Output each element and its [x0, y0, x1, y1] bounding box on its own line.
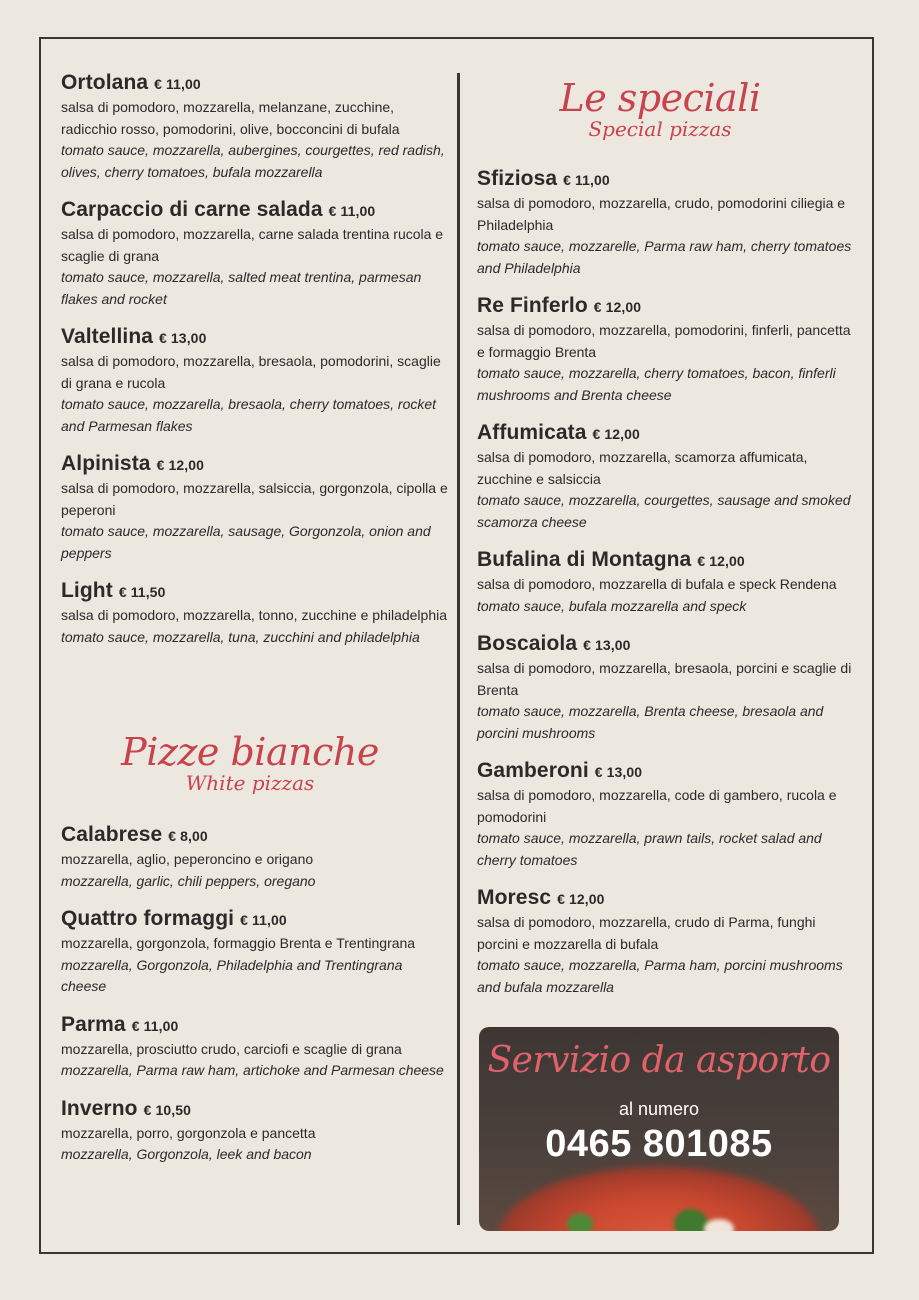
item-price: € 12,00	[557, 891, 605, 907]
item-ingredients-en: tomato sauce, mozzarella, sausage, Gorgonzola, onion and peppers	[61, 523, 431, 561]
menu-left-column	[61, 70, 451, 662]
menu-item	[61, 822, 451, 892]
bianche-column	[61, 822, 451, 1180]
menu-item	[477, 166, 857, 279]
menu-item	[61, 1012, 451, 1082]
item-price: € 11,00	[154, 76, 201, 92]
item-ingredients-it: mozzarella, aglio, peperoncino e origano	[61, 851, 314, 867]
item-ingredients-it: salsa di pomodoro, mozzarella, code di gambero, rucola e pomodorini	[477, 787, 837, 825]
basil-leaf	[567, 1213, 593, 1231]
item-ingredients-it: mozzarella, prosciutto crudo, carciofi e scaglie di grana	[61, 1040, 402, 1057]
bianche-subtitle: White pizzas	[185, 771, 315, 795]
speciali-title: Le speciali	[559, 76, 761, 120]
item-price: € 11,00	[328, 203, 376, 219]
item-ingredients-en: tomato sauce, mozzarella, Brenta cheese, bresaola and porcini mushrooms	[477, 703, 824, 741]
item-name: Moresc	[477, 886, 552, 909]
takeaway-title: Servizio da asporto	[487, 1040, 831, 1081]
column-divider	[457, 73, 460, 1225]
item-ingredients-it: salsa di pomodoro, mozzarella, crudo di Parma, funghi porcini e mozzarella di bufala	[477, 914, 816, 952]
menu-item	[61, 324, 451, 437]
item-name: Affumicata	[477, 421, 587, 444]
item-price: € 13,00	[583, 637, 631, 653]
menu-item	[477, 885, 857, 998]
item-name: Bufalina di Montagna	[477, 548, 692, 571]
item-name: Valtellina	[61, 325, 154, 348]
item-price: € 12,00	[592, 426, 640, 442]
item-ingredients-en: tomato sauce, mozzarella, tuna, zucchini and philadelphia	[61, 628, 420, 645]
takeaway-phone[interactable]: 0465 801085	[545, 1123, 773, 1165]
item-ingredients-en: tomato sauce, mozzarella, bresaola, cherry tomatoes, rocket and Parmesan flakes	[61, 396, 437, 434]
menu-item	[477, 420, 857, 533]
speciali-subtitle: Special pizzas	[588, 117, 732, 141]
item-price: € 12,00	[697, 553, 745, 569]
item-ingredients-it: salsa di pomodoro, mozzarella, scamorza affumicata, zucchine e salsiccia	[477, 449, 808, 487]
item-ingredients-it: salsa di pomodoro, mozzarella, pomodorini, finferli, pancetta e formaggio Brenta	[477, 322, 851, 360]
bianche-title: Pizze bianche	[121, 730, 379, 774]
menu-item	[61, 906, 451, 998]
item-name: Re Finferlo	[477, 294, 588, 317]
item-name: Alpinista	[61, 452, 151, 475]
item-price: € 8,00	[168, 828, 208, 844]
item-price: € 10,50	[143, 1101, 191, 1118]
basil-leaf	[674, 1209, 708, 1231]
item-ingredients-en: tomato sauce, mozzarella, courgettes, sausage and smoked scamorza cheese	[477, 492, 851, 530]
item-name: Inverno	[61, 1096, 138, 1120]
menu-item	[477, 631, 857, 744]
takeaway-banner	[479, 1027, 839, 1231]
item-ingredients-it: salsa di pomodoro, mozzarella, bresaola, porcini e scaglie di Brenta	[477, 660, 852, 698]
takeaway-subtitle: al numero	[618, 1099, 700, 1119]
item-ingredients-en: mozzarella, Gorgonzola, leek and bacon	[61, 1146, 312, 1162]
item-name: Gamberoni	[477, 759, 589, 782]
menu-item	[61, 578, 451, 648]
item-name: Quattro formaggi	[61, 907, 235, 930]
item-ingredients-it: mozzarella, porro, gorgonzola e pancetta	[61, 1124, 316, 1141]
item-price: € 13,00	[159, 330, 207, 346]
menu-item	[477, 758, 857, 871]
item-ingredients-en: mozzarella, Parma raw ham, artichoke and Parmesan cheese	[61, 1062, 444, 1078]
item-ingredients-en: tomato sauce, mozzarella, prawn tails, rocket salad and cherry tomatoes	[477, 830, 822, 868]
speciali-heading	[540, 78, 780, 140]
bianche-heading	[110, 732, 390, 794]
item-ingredients-en: tomato sauce, mozzarella, aubergines, courgettes, red radish, olives, cherry tomatoes, bufala mozzarella	[61, 142, 445, 180]
item-ingredients-en: tomato sauce, bufala mozzarella and speck	[477, 597, 747, 614]
item-name: Carpaccio di carne salada	[61, 198, 323, 221]
item-name: Parma	[61, 1012, 126, 1036]
speciali-column	[477, 166, 857, 1012]
item-ingredients-en: tomato sauce, mozzarelle, Parma raw ham, cherry tomatoes and Philadelphia	[477, 238, 852, 276]
menu-item	[61, 451, 451, 564]
item-ingredients-en: tomato sauce, mozzarella, Parma ham, porcini mushrooms and bufala mozzarella	[477, 957, 843, 995]
item-ingredients-en: tomato sauce, mozzarella, cherry tomatoes, bacon, finferli mushrooms and Brenta cheese	[477, 365, 836, 403]
item-ingredients-it: salsa di pomodoro, mozzarella, carne salada trentina rucola e scaglie di grana	[61, 226, 444, 264]
item-name: Boscaiola	[477, 632, 578, 655]
item-price: € 13,00	[594, 764, 643, 780]
item-ingredients-en: tomato sauce, mozzarella, salted meat trentina, parmesan flakes and rocket	[61, 269, 422, 307]
pizza-image	[499, 1167, 819, 1231]
menu-item	[61, 197, 451, 310]
item-name: Sfiziosa	[477, 167, 558, 190]
item-price: € 11,50	[118, 584, 166, 600]
item-name: Ortolana	[61, 71, 149, 94]
item-price: € 11,00	[240, 912, 287, 928]
item-price: € 12,00	[593, 299, 642, 315]
item-price: € 11,00	[131, 1017, 179, 1034]
item-ingredients-it: salsa di pomodoro, mozzarella, crudo, pomodorini ciliegia e Philadelphia	[477, 195, 846, 233]
item-ingredients-it: salsa di pomodoro, mozzarella di bufala e speck Rendena	[477, 576, 837, 592]
menu-item	[61, 1096, 451, 1166]
item-ingredients-it: salsa di pomodoro, mozzarella, salsiccia, gorgonzola, cipolla e peperoni	[61, 480, 448, 518]
item-ingredients-en: mozzarella, garlic, chili peppers, oregano	[61, 872, 316, 889]
item-ingredients-en: mozzarella, Gorgonzola, Philadelphia and Trentingrana cheese	[61, 956, 403, 994]
item-ingredients-it: salsa di pomodoro, mozzarella, tonno, zucchine e philadelphia	[61, 607, 448, 623]
menu-item	[477, 293, 857, 406]
menu-item	[61, 70, 451, 183]
item-name: Light	[61, 579, 113, 602]
item-ingredients-it: salsa di pomodoro, mozzarella, bresaola, pomodorini, scaglie di grana e rucola	[61, 353, 441, 391]
item-price: € 12,00	[156, 457, 204, 473]
item-price: € 11,00	[563, 172, 610, 188]
item-ingredients-it: mozzarella, gorgonzola, formaggio Brenta e Trentingrana	[61, 935, 416, 951]
menu-item	[477, 547, 857, 617]
item-name: Calabrese	[61, 823, 163, 846]
item-ingredients-it: salsa di pomodoro, mozzarella, melanzane, zucchine, radicchio rosso, pomodorini, olive, bocconcini di bufala	[61, 99, 400, 137]
